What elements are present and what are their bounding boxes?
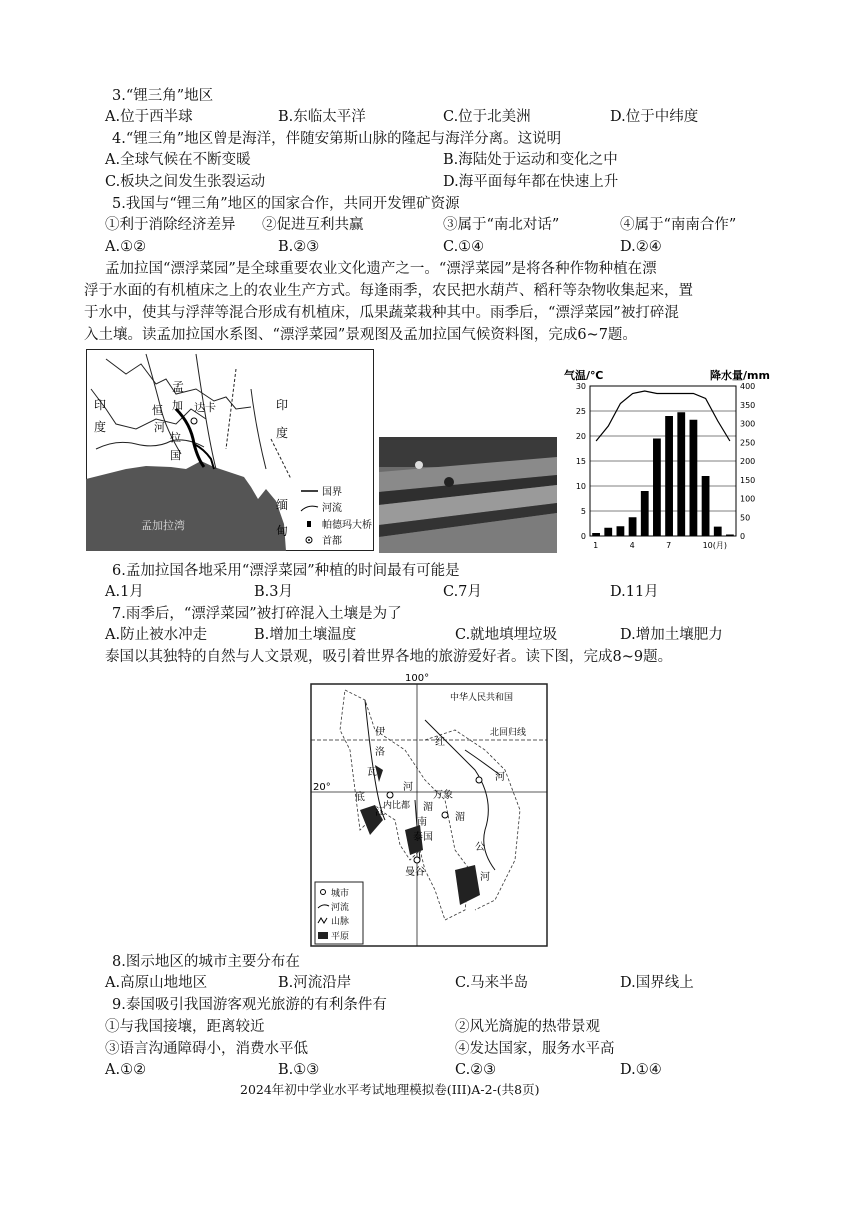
map-label-la: 拉 [170,431,181,444]
q9-item-1: ①与我国接壤，距离较近 [105,1019,265,1035]
map-label-china: 中华人民共和国 [450,693,514,703]
map-label-india-w1: 印 [94,398,107,412]
q7-stem: 7.雨季后，“漂浮菜园”被打碎混入土壤是为了 [112,606,402,622]
map-label-india-w2: 度 [94,420,107,434]
y-left-tick-label: 5 [580,507,586,516]
y-right-tick-label: 200 [740,457,756,466]
climate-chart [560,366,774,552]
legend-plain: 平原 [331,932,350,942]
y-left-tick-label: 30 [575,382,586,391]
q4-option-b: B.海陆处于运动和变化之中 [443,152,618,168]
map-label-india-e2: 度 [276,426,289,440]
q8-option-c: C.马来半岛 [455,975,529,991]
chart-ylabel-left: 气温/℃ [564,369,604,382]
map-label-he: 河 [154,421,165,434]
q5-item-3: ③属于“南北对话” [443,217,560,233]
map-lon-label: 100° [405,673,430,684]
x-tick-label: 1 [593,541,599,550]
precipitation-bar [702,476,710,536]
q5-option-c: C.①④ [443,239,485,255]
precipitation-bar [714,527,722,536]
q5-option-d: D.②④ [620,239,662,255]
page-footer: 2024年初中学业水平考试地理模拟卷(III)A-2-(共8页) [240,1082,540,1097]
q9-option-c: C.②③ [455,1062,497,1078]
map-label-he1: 河 [495,772,505,783]
q6-option-d: D.11月 [610,584,659,600]
q9-option-b: B.①③ [278,1062,320,1078]
map-label-thailand: 泰国 [413,832,433,843]
precipitation-bar [629,517,637,536]
q8-stem: 8.图示地区的城市主要分布在 [112,954,300,970]
map-label-nan: 南 [417,817,427,828]
y-right-tick-label: 350 [740,400,756,410]
precipitation-bar [604,528,612,536]
q4-option-a: A.全球气候在不断变暖 [105,152,251,168]
x-tick-label: 4 [629,541,635,550]
chart-ylabel-right: 降水量/mm [710,369,770,382]
map-label-he3: 河 [403,782,413,793]
map-label-jiang: 江 [375,807,385,818]
q9-item-4: ④发达国家，服务水平高 [455,1041,615,1057]
temperature-line [596,391,730,441]
precipitation-bar [677,412,685,536]
y-right-tick-label: 300 [740,419,756,429]
passage1-line-2: 浮于水面的有机植床之上的农业生产方式。每逢雨季，农民把水葫芦、稻秆等杂物收集起来，置 [84,283,693,299]
legend-city: 城市 [331,889,350,899]
map-label-jia: 加 [172,399,183,412]
q3-option-c: C.位于北美洲 [443,109,531,125]
map-label-naypyidaw: 内比都 [383,801,411,811]
map-label-mei1: 湄 [455,812,465,823]
y-left-tick-label: 0 [580,532,586,541]
q5-stem: 5.我国与“锂三角”地区的国家合作，共同开发锂矿资源 [112,196,460,212]
y-left-tick-label: 20 [575,432,586,441]
legend-capital: 首都 [322,536,342,547]
map-lat-label: 20° [313,782,331,793]
legend-bridge: 帕德玛大桥 [322,520,372,531]
q3-option-d: D.位于中纬度 [610,109,699,125]
map-label-mei2: 湄 [423,802,433,813]
bangladesh-river-map [86,349,374,551]
q8-option-d: D.国界线上 [620,975,694,991]
q5-item-1: ①利于消除经济差异 [105,217,236,233]
map-label-he2: 河 [480,872,490,883]
map-label-bangkok: 曼谷 [405,867,425,878]
q7-option-a: A.防止被水冲走 [105,627,208,643]
map-label-wa: 瓦 [367,767,377,778]
q5-option-b: B.②③ [278,239,320,255]
legend-border: 国界 [322,487,342,498]
precipitation-bar [617,526,625,536]
map-label-meng: 孟 [172,380,185,394]
q6-option-c: C.7月 [443,584,482,600]
passage2: 泰国以其独特的自然与人文景观，吸引着世界各地的旅游爱好者。读下图，完成8~9题。 [105,649,673,665]
q8-option-b: B.河流沿岸 [278,975,352,991]
y-right-tick-label: 150 [740,475,756,485]
q3-stem: 3.“锂三角”地区 [112,88,214,104]
precipitation-bar [726,535,734,537]
map-label-gong: 公 [475,842,485,853]
q6-stem: 6.孟加拉国各地采用“漂浮菜园”种植的时间最有可能是 [112,563,460,579]
q6-option-b: B.3月 [254,584,293,600]
legend-river2: 河流 [331,903,350,913]
y-left-tick-label: 15 [575,457,586,466]
q9-item-2: ②风光旖旎的热带景观 [455,1019,600,1035]
map-label-india-e1: 印 [276,398,289,412]
precipitation-bar [690,420,698,536]
map-label-dhaka: 达卡 [194,401,216,414]
q9-stem: 9.泰国吸引我国游客观光旅游的有利条件有 [112,997,387,1013]
q7-option-d: D.增加土壤肥力 [620,627,723,643]
q3-option-a: A.位于西半球 [105,109,193,125]
map-label-tropic: 北回归线 [490,728,527,738]
precipitation-bar [665,416,673,536]
q5-item-4: ④属于“南南合作” [620,217,737,233]
floating-garden-photo [379,437,557,553]
y-right-tick-label: 250 [740,438,756,448]
q5-item-2: ②促进互利共赢 [262,217,364,233]
y-right-tick-label: 50 [740,513,751,523]
q4-option-d: D.海平面每年都在快速上升 [443,174,619,190]
q5-option-a: A.①② [105,239,147,255]
map-label-myanmar-2: 甸 [276,524,289,538]
thailand-map [305,670,553,950]
q4-option-c: C.板块之间发生张裂运动 [105,174,266,190]
map-label-guo: 国 [170,449,181,462]
precipitation-bar [641,491,649,536]
precipitation-bar [592,533,600,536]
map-label-myanmar-1: 缅 [276,498,289,512]
map-label-hong: 红 [435,737,445,748]
precipitation-bar [653,439,661,537]
q7-option-b: B.增加土壤温度 [254,627,357,643]
map-label-vientiane: 万象 [433,790,453,801]
q9-option-d: D.①④ [620,1062,662,1078]
q9-option-a: A.①② [105,1062,147,1078]
legend-mountain: 山脉 [331,917,350,927]
q7-option-c: C.就地填埋垃圾 [455,627,558,643]
passage1-line-4: 入土壤。读孟加拉国水系图、“漂浮菜园”景观图及孟加拉国气候资料图，完成6~7题。 [84,327,637,343]
q4-stem: 4.“锂三角”地区曾是海洋，伴随安第斯山脉的隆起与海洋分离。这说明 [112,131,562,147]
passage1-line-3: 于水中，使其与浮萍等混合形成有机植床，瓜果蔬菜栽种其中。雨季后，“漂浮菜园”被打碎混 [84,305,679,321]
y-right-tick-label: 0 [740,532,746,541]
map-label-luo: 洛 [375,747,385,758]
y-left-tick-label: 25 [575,407,586,416]
map-label-bay: 孟加拉湾 [141,519,185,532]
map-label-yi: 伊 [375,727,385,738]
map-label-di: 底 [355,792,365,803]
q6-option-a: A.1月 [105,584,144,600]
y-left-tick-label: 10 [575,482,586,491]
q3-option-b: B.东临太平洋 [278,109,366,125]
map-label-heng: 恒 [152,404,163,417]
y-right-tick-label: 400 [740,382,756,391]
x-tick-label: 7 [666,541,672,550]
q8-option-a: A.高原山地地区 [105,975,208,991]
q9-item-3: ③语言沟通障碍小，消费水平低 [105,1041,308,1057]
x-tick-label: 10(月) [702,541,728,550]
y-right-tick-label: 100 [740,494,756,504]
passage1-line-1: 孟加拉国“漂浮菜园”是全球重要农业文化遗产之一。“漂浮菜园”是将各种作物种植在漂 [105,261,657,277]
legend-river: 河流 [322,503,342,514]
